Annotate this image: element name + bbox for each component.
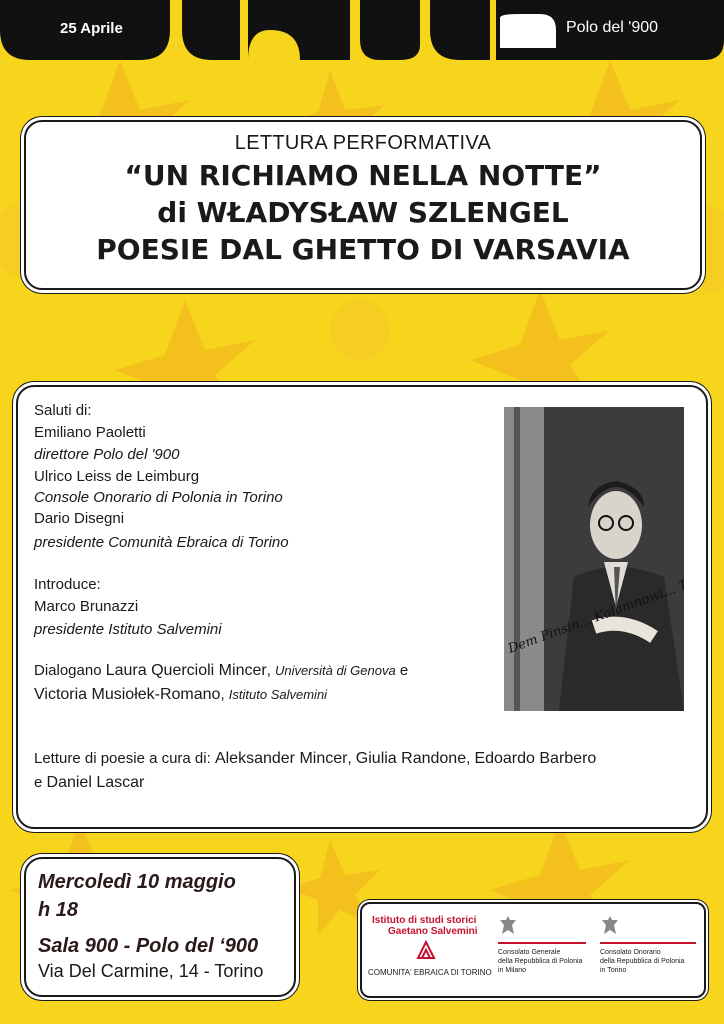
reader-name: Giulia Randone — [355, 750, 467, 767]
dialogue-name: Laura Quercioli Mincer — [105, 662, 267, 679]
consolato1-line2: della Repubblica di Polonia — [498, 958, 583, 965]
introduce-label: Introduce: — [34, 576, 101, 593]
reader-name: Aleksander Mincer — [214, 750, 348, 767]
event-title-line2: di WŁADYSŁAW SZLENGEL — [157, 196, 569, 229]
dialogue-line-2: Victoria Musiołek-Romano, Istituto Salvemini — [34, 686, 328, 703]
photo-inscription: Dem Pinsin... Kalamnowi... T. — [506, 576, 684, 657]
introducer-name: Marco Brunazzi — [34, 598, 139, 615]
red-rule — [600, 942, 696, 944]
header-date: 25 Aprile — [60, 20, 123, 37]
istituto-logo-line1: Istituto di studi storici — [372, 915, 477, 926]
dialogue-sep: e — [395, 662, 409, 679]
event-time: h 18 — [38, 899, 79, 921]
eagle-emblem-icon — [498, 914, 518, 938]
event-kicker: LETTURA PERFORMATIVA — [234, 132, 492, 154]
letture-label: Letture di poesie a cura di: — [34, 750, 211, 767]
red-rule — [498, 942, 586, 944]
readers-line-2 — [34, 773, 144, 793]
consolato1-line1: Consolato Generale — [498, 949, 561, 956]
consolato2-line2: della Repubblica di Polonia — [600, 958, 685, 965]
title-box — [24, 120, 702, 290]
reader-name: Edoardo Barbero — [474, 750, 597, 767]
event-title-line3: POESIE DAL GHETTO DI VARSAVIA — [96, 233, 630, 266]
speaker-role: direttore Polo del '900 — [34, 446, 180, 463]
program-box — [16, 385, 708, 829]
introducer-role: presidente Istituto Salvemini — [34, 621, 222, 638]
dialogano-label: Dialogano — [34, 662, 102, 679]
speaker-name: Emiliano Paoletti — [34, 424, 146, 441]
dialogue-name: Victoria Musiołek-Romano — [34, 686, 221, 703]
consolato2-line3: in Torino — [600, 967, 627, 974]
date-box — [24, 857, 296, 997]
event-title-line1: “UN RICHIAMO NELLA NOTTE” — [124, 159, 602, 192]
speaker-role: presidente Comunità Ebraica di Torino — [34, 534, 289, 551]
consolato2-line1: Consolato Onorario — [600, 949, 661, 956]
dialogue-line-1: Dialogano Laura Quercioli Mincer, Università di Genova e — [34, 662, 409, 679]
consolato1-line3: in Milano — [498, 967, 527, 974]
comunita-logo: COMUNITA' EBRAICA DI TORINO — [368, 968, 492, 977]
saluti-label: Saluti di: — [34, 402, 92, 419]
speaker-role: Console Onorario di Polonia in Torino — [34, 489, 283, 506]
header-brand: Polo del '900 — [566, 19, 659, 36]
speaker-name: Dario Disegni — [34, 510, 125, 527]
readers-and: e — [34, 774, 43, 791]
speaker-name: Ulrico Leiss de Leimburg — [34, 468, 200, 485]
reader-name: Daniel Lascar — [46, 774, 145, 791]
event-venue: Sala 900 - Polo del ‘900 — [38, 935, 259, 957]
dialogue-affiliation: Università di Genova — [275, 663, 396, 678]
event-address: Via Del Carmine, 14 - Torino — [38, 961, 264, 981]
dialogue-affiliation: Istituto Salvemini — [228, 687, 328, 702]
istituto-logo-line2: Gaetano Salvemini — [388, 926, 478, 937]
event-day: Mercoledì 10 maggio — [38, 871, 236, 893]
eagle-emblem-icon — [600, 914, 620, 938]
readers-line: Letture di poesie a cura di: Aleksander Mincer, Giulia Randone, Edoardo Barbero — [34, 750, 597, 767]
comunita-emblem-icon — [416, 940, 436, 960]
partner-logos — [360, 902, 706, 998]
portrait-photo — [504, 407, 684, 711]
